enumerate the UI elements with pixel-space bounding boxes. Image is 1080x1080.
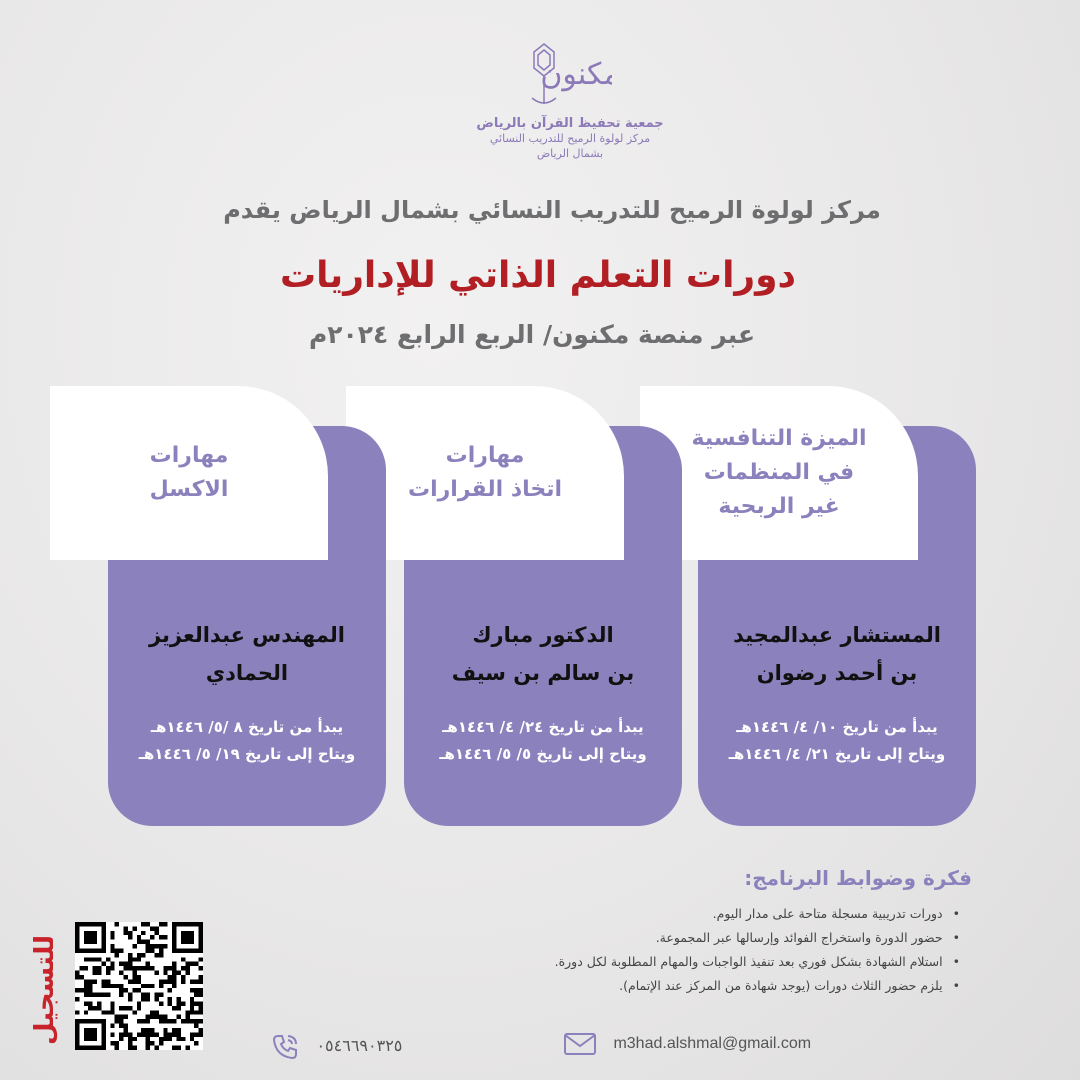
- list-item: • يلزم حضور الثلاث دورات (يوجد شهادة من المركز عند الإتمام).: [360, 974, 960, 998]
- phone-number[interactable]: ٠٥٤٦٦٩٠٣٢٥: [316, 1038, 403, 1056]
- course-dates: [698, 714, 976, 768]
- org-location: بشمال الرياض: [536, 147, 604, 160]
- list-item: • حضور الدورة واستخراج الفوائد وإرسالها عبر المجموعة.: [360, 926, 960, 950]
- course-title-line: الميزة التنافسية: [691, 426, 867, 451]
- start-date: يبدأ من تاريخ ٢٤/ ٤/ ١٤٤٦هـ: [442, 718, 644, 736]
- organization-lines: [440, 116, 700, 161]
- org-center-name: مركز لولوة الرميح للتدريب النسائي: [489, 132, 651, 145]
- course-card-competitive-advantage: [691, 426, 976, 826]
- end-date: ويتاح إلى تاريخ ٥/ ٥/ ١٤٤٦هـ: [439, 745, 647, 763]
- instructor-name: الدكتور مبارك بن سالم بن سيف: [451, 623, 635, 685]
- register-label: للتسجيل: [30, 935, 60, 1046]
- end-date: ويتاح إلى تاريخ ٢١/ ٤/ ١٤٤٦هـ: [728, 745, 946, 763]
- list-item: • استلام الشهادة بشكل فوري بعد تنفيذ الواجبات والمهام المطلوبة لكل دورة.: [360, 950, 960, 974]
- course-title-line: مهارات: [149, 443, 229, 468]
- page-subtitle: عبر منصة مكنون/ الربع الرابع ٢٠٢٤م: [308, 320, 756, 349]
- course-card-excel: [108, 426, 386, 826]
- rules-title: فكرة وضوابط البرنامج:: [744, 866, 972, 890]
- email-contact[interactable]: [563, 1032, 811, 1056]
- registration-qr-code[interactable]: [75, 922, 203, 1050]
- course-title-box: [50, 386, 328, 560]
- org-name: جمعية تحفيظ القرآن بالرياض: [476, 116, 664, 131]
- list-item: • دورات تدريبية مسجلة متاحة على مدار اليوم.: [360, 902, 960, 926]
- course-dates: [108, 714, 386, 768]
- end-date: ويتاح إلى تاريخ ١٩/ ٥/ ١٤٤٦هـ: [138, 745, 356, 763]
- course-title-line: اتخاذ القرارات: [407, 477, 563, 502]
- page-title: دورات التعلم الذاتي للإداريات: [279, 255, 797, 296]
- instructor-name: المستشار عبدالمجيد بن أحمد رضوان: [733, 623, 941, 685]
- course-title-line: مهارات: [445, 443, 525, 468]
- course-title-line: في المنظمات: [703, 460, 855, 485]
- start-date: يبدأ من تاريخ ٨ /٥/ ١٤٤٦هـ: [150, 718, 344, 736]
- phone-contact[interactable]: [270, 1032, 402, 1062]
- course-card-decision-making: [404, 426, 682, 826]
- presents-heading: مركز لولوة الرميح للتدريب النسائي بشمال الرياض يقدم: [223, 196, 881, 224]
- course-title-box: [346, 386, 624, 560]
- course-title-line: غير الربحية: [718, 494, 840, 519]
- email-address[interactable]: m3had.alshmal@gmail.com: [613, 1035, 812, 1053]
- course-title-line: الاكسل: [149, 477, 229, 502]
- phone-icon: [270, 1032, 300, 1062]
- envelope-icon: [563, 1032, 597, 1056]
- rules-list: [360, 902, 960, 998]
- start-date: يبدأ من تاريخ ١٠/ ٤/ ١٤٤٦هـ: [736, 718, 938, 736]
- course-dates: [404, 714, 682, 768]
- organization-logo: [520, 38, 612, 110]
- instructor-name: المهندس عبدالعزيز الحمادي: [148, 623, 345, 685]
- svg-text:مكنون: مكنون: [540, 57, 612, 92]
